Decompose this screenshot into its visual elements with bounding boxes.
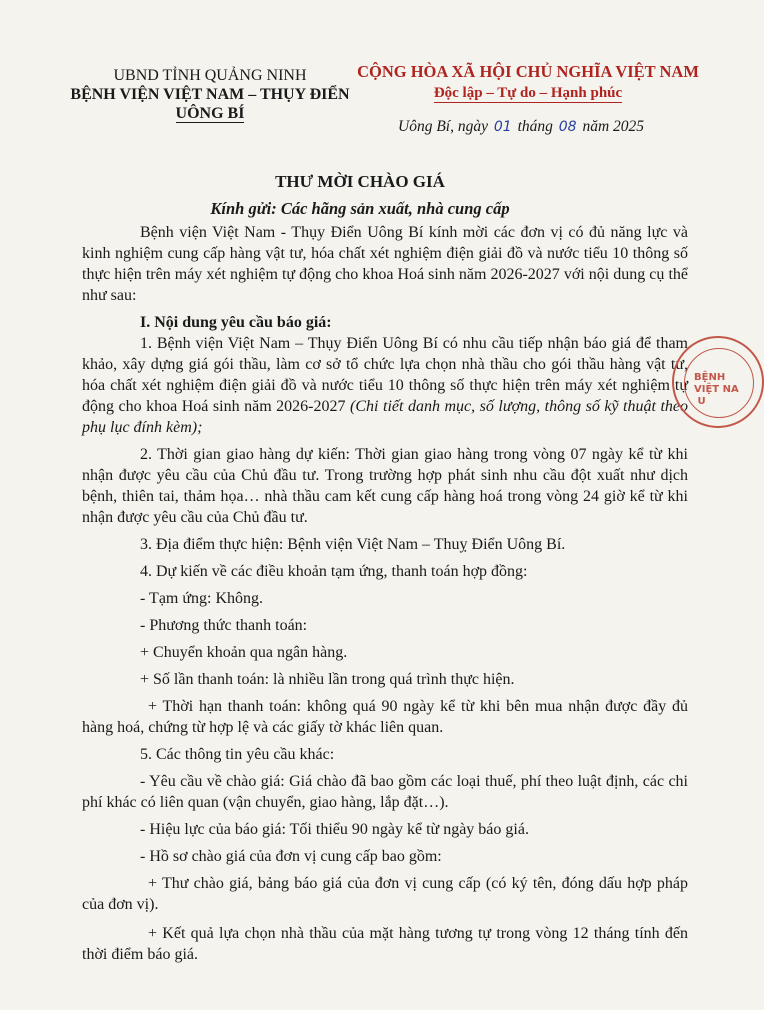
national-motto: Độc lập – Tự do – Hạnh phúc: [433, 85, 623, 101]
item-1-paragraph: [82, 333, 688, 438]
intro-paragraph: Bệnh viện Việt Nam - Thụy Điển Uông Bí kính mời các đơn vị có đủ năng lực và kinh nghiệm cung cấp hàng vật tư, hóa chất xét nghiệm điện giải đồ và nước tiểu 10 thông số thực hiện trên máy xét nghiệm tự động cho khoa Hoá sinh năm 2026-2027 với nội dung cụ thể như sau:: [82, 224, 688, 304]
quote-letter-paragraph: + Thư chào giá, bảng báo giá của đơn vị cung cấp (có ký tên, đóng dấu hợp pháp của đơn vị).: [82, 875, 688, 913]
issuing-organization: [60, 66, 360, 123]
prior-results-paragraph: + Kết quả lựa chọn nhà thầu của mặt hàng tương tự trong vòng 12 tháng tính đến thời điểm báo giá.: [82, 925, 688, 963]
item-3-paragraph: 3. Địa điểm thực hiện: Bệnh viện Việt Nam – Thuỵ Điển Uông Bí.: [140, 536, 566, 553]
bank-transfer-line: + Chuyển khoản qua ngân hàng.: [140, 644, 348, 661]
document-date: [398, 118, 678, 136]
org-line-province: UBND TỈNH QUẢNG NINH: [113, 67, 307, 84]
date-year: năm 2025: [582, 118, 645, 135]
quote-dossier-line: - Hồ sơ chào giá của đơn vị cung cấp bao gồm:: [140, 848, 442, 865]
national-header: [356, 62, 700, 103]
payment-term-paragraph: + Thời hạn thanh toán: không quá 90 ngày kể từ khi bên mua nhận được đầy đủ hàng hoá, chứng từ hợp lệ và các giấy tờ khác liên quan.: [82, 698, 688, 736]
item-2-paragraph: 2. Thời gian giao hàng dự kiến: Thời gian giao hàng trong vòng 07 ngày kể từ khi nhận được yêu cầu của Chủ đầu tư. Trong trường hợp phát sinh nhu cầu đột xuất như dịch bệnh, thiên tai, thảm họa… nhà thầu cam kết cung cấp hàng hoá trong vòng 24 giờ kể từ khi nhận được yêu cầu của Chủ đầu tư.: [82, 446, 688, 526]
payment-method-line: - Phương thức thanh toán:: [140, 617, 308, 634]
date-day-handwritten: 01: [493, 119, 512, 135]
document-body: [82, 222, 688, 965]
item-4-paragraph: 4. Dự kiến về các điều khoản tạm ứng, thanh toán hợp đồng:: [140, 563, 528, 580]
org-line-hospital: BỆNH VIỆN VIỆT NAM – THỤY ĐIỂN: [70, 86, 350, 103]
quote-requirements-paragraph: - Yêu cầu về chào giá: Giá chào đã bao gồm các loại thuế, phí theo luật định, các chi phí khác có liên quan (vận chuyển, giao hàng, lắp đặt…).: [82, 773, 688, 811]
org-line-city: UÔNG BÍ: [175, 105, 245, 122]
date-prefix: Uông Bí, ngày: [398, 118, 488, 135]
document-title: THƯ MỜI CHÀO GIÁ: [275, 172, 445, 191]
date-month-label: tháng: [517, 118, 553, 135]
country-name: CỘNG HÒA XÃ HỘI CHỦ NGHĨA VIỆT NAM: [357, 62, 699, 81]
quote-validity-line: - Hiệu lực của báo giá: Tối thiểu 90 ngày kể từ ngày báo giá.: [140, 821, 529, 838]
section-heading: I. Nội dung yêu cầu báo giá:: [140, 314, 332, 331]
seal-text: BỆNH VIỆT NA U: [694, 372, 739, 407]
date-month-handwritten: 08: [558, 119, 577, 135]
item-1-text: 1. Bệnh viện Việt Nam – Thụy Điển Uông Bí có nhu cầu tiếp nhận báo giá để tham khảo, xây dựng giá gói thầu, làm cơ sở tổ chức lựa chọn nhà thầu cho gói thầu hàng vật tư, hóa chất xét nghiệm điện giải đồ và nước tiểu 10 thông số thực hiện trên máy xét nghiệm tự động cho khoa Hoá sinh năm 2026-2027: [82, 335, 688, 415]
item-1-note: (Chi tiết danh mục, số lượng, thông số kỹ thuật theo phụ lục đính kèm);: [82, 398, 689, 436]
item-5-paragraph: 5. Các thông tin yêu cầu khác:: [140, 746, 335, 763]
advance-payment-line: - Tạm ứng: Không.: [140, 590, 264, 607]
payment-count-line: + Số lần thanh toán: là nhiều lần trong quá trình thực hiện.: [140, 671, 515, 688]
greeting-line: Kính gửi: Các hãng sản xuất, nhà cung cấp: [210, 199, 510, 218]
